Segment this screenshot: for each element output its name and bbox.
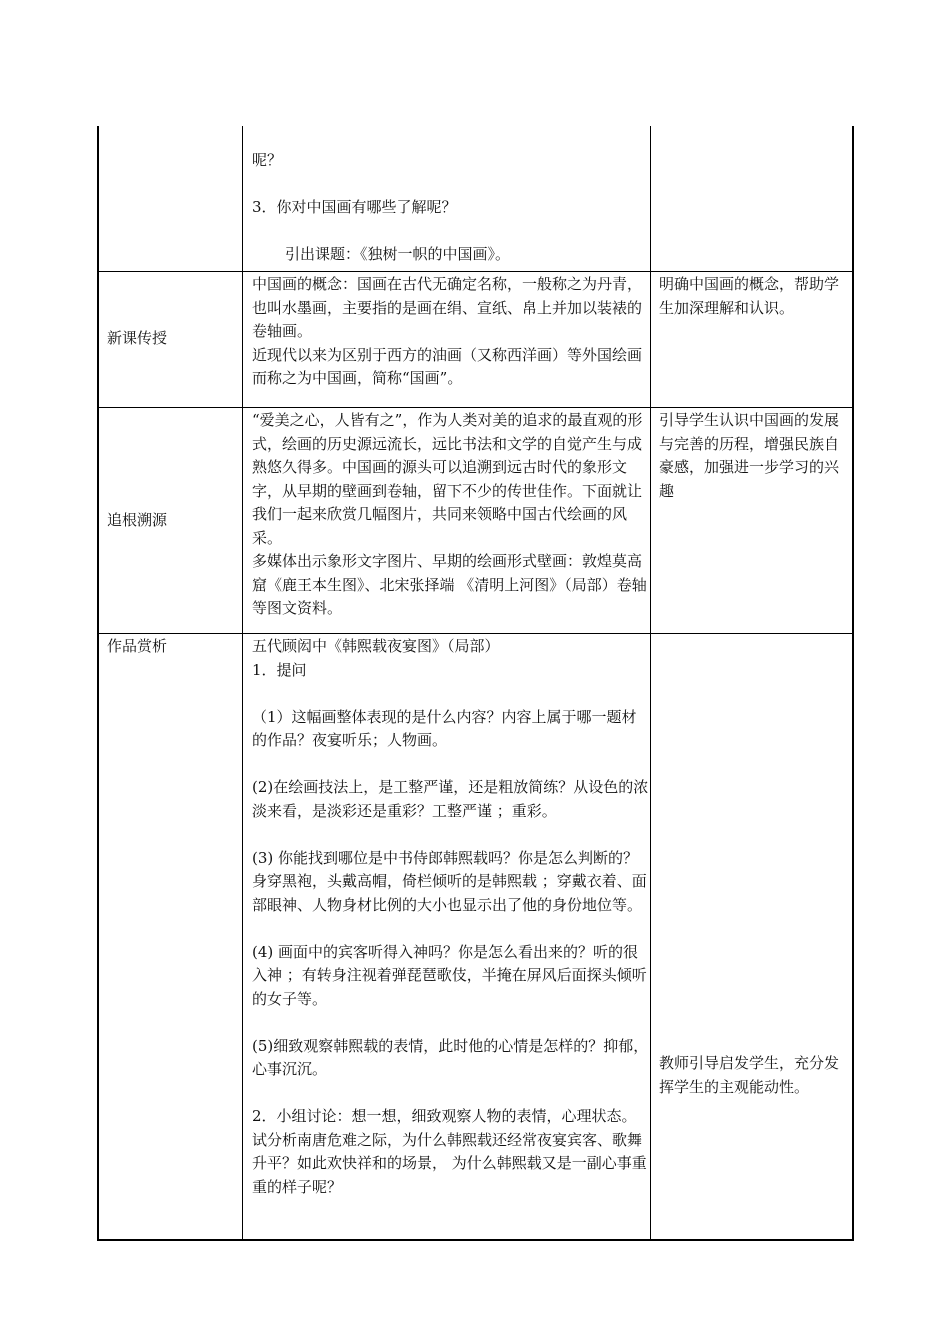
row-label: 新课传授: [107, 329, 168, 347]
row-intent: 教师引导启发学生，充分发挥学生的主观能动性。: [659, 1054, 840, 1096]
table-row-origins: [99, 407, 852, 633]
content-paragraph: 五代顾闳中《韩熙载夜宴图》（局部）: [252, 637, 500, 655]
content-paragraph: (4) 画面中的宾客听得入神吗？你是怎么看出来的？听的很入神 ；有转身注视着弹琵琶歌伎，半掩在屏风后面探头倾听的女子等。: [252, 942, 647, 1008]
content-paragraph: 中国画的概念：国画在古代无确定名称，一般称之为丹青，也叫水墨画，主要指的是画在绢、宣纸、帛上并加以装裱的卷轴画。: [252, 275, 643, 340]
content-paragraph: “爱美之心，人皆有之”，作为人类对美的追求的最直观的形式，绘画的历史源远流长，远比书法和文学的自觉产生与成熟悠久得多。中国画的源头可以追溯到远古时代的象形文字，从早期的壁画到卷轴，留下不少的传世佳作。下面就让我们一起来欣赏几幅图片，共同来领略中国古代绘画的风采。: [252, 411, 643, 547]
intro-line: 呢？: [252, 151, 283, 169]
row-label: 作品赏析: [107, 637, 168, 655]
content-paragraph: (3) 你能找到哪位是中书侍郎韩熙载吗？你是怎么判断的？身穿黑袍，头戴高帽，倚栏倾听的是韩熙载 ；穿戴衣着、面部眼神、人物身材比例的大小也显示出了他的身份地位等。: [252, 848, 647, 914]
content-paragraph: (5)细致观察韩熙载的表情，此时他的心情是怎样的？抑郁，心事沉沉。: [252, 1036, 649, 1078]
row-content: [252, 635, 650, 1199]
lesson-plan-table: [97, 126, 854, 1241]
row-label: 追根溯源: [107, 511, 168, 529]
row-content: [252, 409, 650, 621]
table-row-appreciation: [99, 633, 852, 1241]
table-row-intro: [99, 126, 852, 271]
intro-line: 3．你对中国画有哪些了解呢？: [252, 198, 457, 216]
row-intent: 明确中国画的概念，帮助学生加深理解和认识。: [659, 275, 840, 317]
content-paragraph: 多媒体出示象形文字图片、早期的绘画形式壁画：敦煌莫高窟《鹿王本生图》、北宋张择端 《清明上河图》（局部）卷轴等图文资料。: [252, 552, 647, 617]
table-row-new-lesson: [99, 271, 852, 407]
intro-line: 引出课题：《独树一帜的中国画》。: [285, 245, 511, 263]
row-intent: 引导学生认识中国画的发展与完善的历程，增强民族自豪感，加强进一步学习的兴趣: [659, 411, 840, 500]
row-content: [252, 273, 650, 391]
intro-content: [252, 149, 650, 267]
content-paragraph: 1．提问: [252, 660, 307, 679]
content-paragraph: 2．小组讨论：想一想，细致观察人物的表情，心理状态。试分析南唐危难之际，为什么韩熙载还经常夜宴宾客、歌舞升平？如此欢快祥和的场景， 为什么韩熙载又是一副心事重重的样子呢？: [252, 1107, 647, 1196]
content-paragraph: (2)在绘画技法上，是工整严谨，还是粗放简练？从设色的浓淡来看，是淡彩还是重彩？工整严谨 ；重彩。: [252, 778, 649, 820]
content-paragraph: 近现代以来为区别于西方的油画（又称西洋画）等外国绘画而称之为中国画，简称“国画”。: [252, 345, 643, 387]
content-paragraph: （1）这幅画整体表现的是什么内容？内容上属于哪一题材的作品？夜宴听乐；人物画。: [252, 707, 637, 749]
